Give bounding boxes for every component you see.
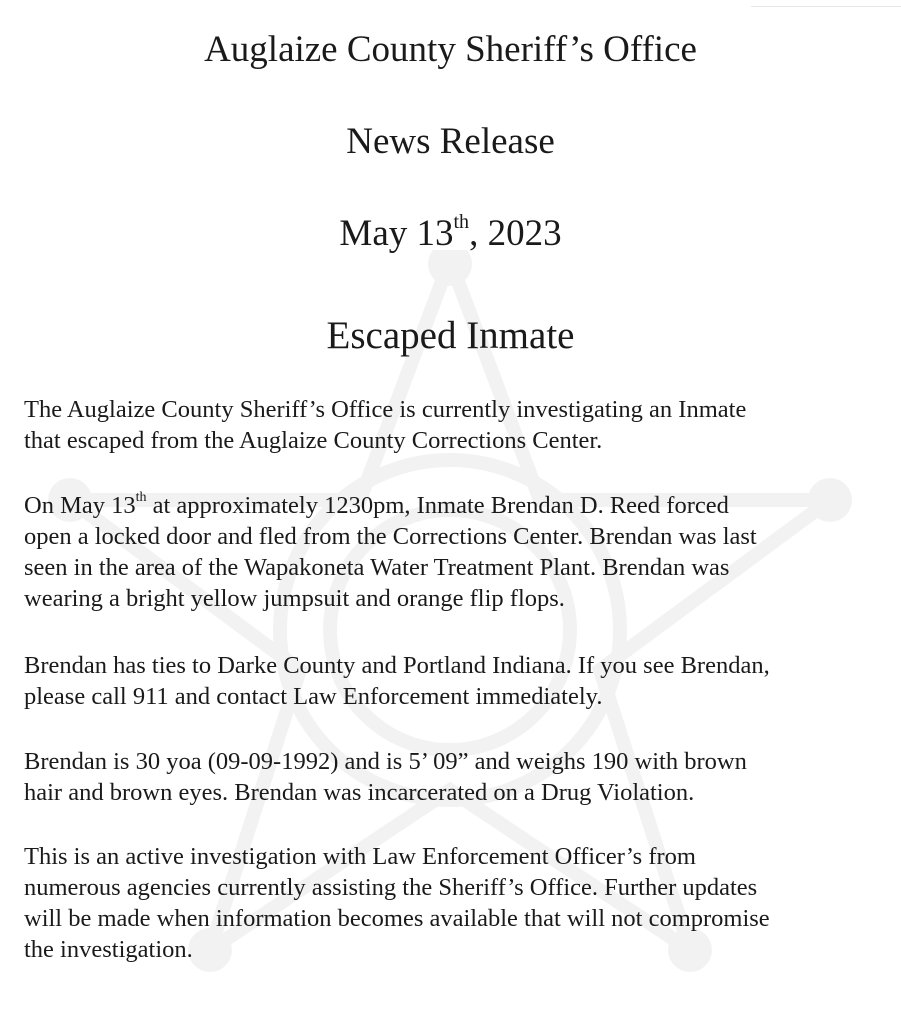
escape-time-text: at approximately 1230pm, Inmate Brendan D. Reed forced: [146, 492, 729, 519]
paragraph-active-investigation: [24, 841, 884, 965]
document-type: News Release: [346, 121, 555, 162]
release-date: [0, 212, 901, 256]
paragraph-line: Brendan has ties to Darke County and Portland Indiana. If you see Brendan,: [24, 652, 770, 679]
paragraph-line: numerous agencies currently assisting the Sheriff’s Office. Further updates: [24, 874, 758, 901]
date-year: , 2023: [469, 213, 562, 254]
headline: Escaped Inmate: [326, 314, 575, 357]
paragraph-line: the investigation.: [24, 936, 193, 963]
paragraph-investigation: [24, 394, 884, 456]
date-ordinal-suffix: th: [453, 210, 470, 233]
paragraph-line: will be made when information becomes available that will not compromise: [24, 905, 770, 932]
paragraph-ties-contact: [24, 650, 884, 712]
escape-date-suffix: th: [135, 489, 147, 505]
office-title: Auglaize County Sheriff’s Office: [204, 29, 697, 70]
paragraph-line: that escaped from the Auglaize County Corrections Center.: [24, 427, 603, 454]
paragraph-line: seen in the area of the Wapakoneta Water Treatment Plant. Brendan was: [24, 554, 730, 581]
date-month-day: May 13: [339, 213, 454, 254]
paragraph-line: please call 911 and contact Law Enforcement immediately.: [24, 683, 603, 710]
paragraph-line: This is an active investigation with Law Enforcement Officer’s from: [24, 843, 696, 870]
paragraph-line: open a locked door and fled from the Corrections Center. Brendan was last: [24, 523, 757, 550]
paragraph-line: hair and brown eyes. Brendan was incarcerated on a Drug Violation.: [24, 779, 695, 806]
paragraph-line: The Auglaize County Sheriff’s Office is currently investigating an Inmate: [24, 396, 747, 423]
paragraph-line: [24, 490, 884, 521]
paragraph-escape-details: [24, 490, 884, 614]
escape-date-text: On May 13: [24, 492, 136, 519]
paragraph-line: wearing a bright yellow jumpsuit and orange flip flops.: [24, 585, 565, 612]
paragraph-description: [24, 746, 884, 808]
paragraph-line: Brendan is 30 yoa (09-09-1992) and is 5’ 09” and weighs 190 with brown: [24, 748, 747, 775]
